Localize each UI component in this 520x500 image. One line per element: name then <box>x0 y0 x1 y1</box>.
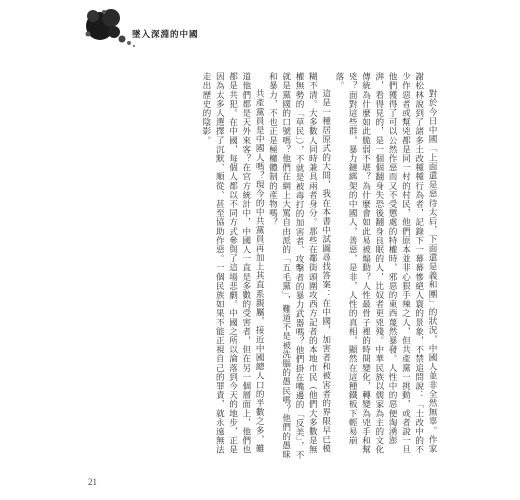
page-number: 21 <box>88 477 97 487</box>
paragraph: 共產黨員是中國人嗎？現今的中共黨員再加上其直系親屬，接近中國總人口的半數之多，難道他們都是天外來客？在官方統計中，中國人一直是多數的受害者，但在另一個層面上，他們也都是共犯。在中國，每個人都以不同方式參與了這場悲劇。中國之所以淪落到今天的地步，正是因為太多人選擇了沉默、順從、甚至協助作惡。一個民族如果不能正視自己的罪責，就永遠無法走出歷史的陰影。 <box>200 72 265 455</box>
paragraph: 這是一種居原式的大問，我在本書中試圖尋找答案：在中國，加害者和被害者的界限早已模糊不清。大多數人同時兼具兩者身分。那些在鄰街頭圍攻西方記者的本地市民（他們大多數是無權無勢的「草民」），不就是被毒打的加害者、攻擊者的暴力武器嗎？他們掛在嘴邊的「反美」，不就是黨國的口號嗎？他們在網上大罵自由派的「五毛黨」，難道不是被洗腦的愚民嗎？他們的愚昧和暴力，不也正是極權體制的產物嗎？ <box>267 72 331 460</box>
vertical-text-body <box>88 72 438 462</box>
ink-blot-icon <box>82 4 142 50</box>
running-header-title: 墜入深淵的中國 <box>132 30 199 40</box>
paragraph: 對於今日中國「上面還是惡待太后，下面還是義和團」的狀況，中國人並非全然無辜。作家謝松林說到了諸多土改種種行為者，記錄下一幕幕慘絕人寰的景象，不禁追問說：「土改中的不少作惡者或幫兇都是同一村的村民，他們原本並非心狠手辣之人，但共產黨一挑動，或者說一旦他們獲得了可以公然作惡而又不受懲處的特權時，邪惡的東西蔑然暴發。人性中的惡便淘湧澎湃，看得見的，是一個個翻身失恐後翻身良眠的人，比奴者更兇殘。中華民族以儒家為主的文化傳統為什麼如此脆弱不堪？為什麼會如此易被煽動？人性最骨子裡的時間變化，轉變為兇手和幫兇？面對這些群，暴力鏈綁架的中國人，善惡，是非，人性的真相，顯然在這種鐵板下輕易崩落。 <box>333 72 437 455</box>
